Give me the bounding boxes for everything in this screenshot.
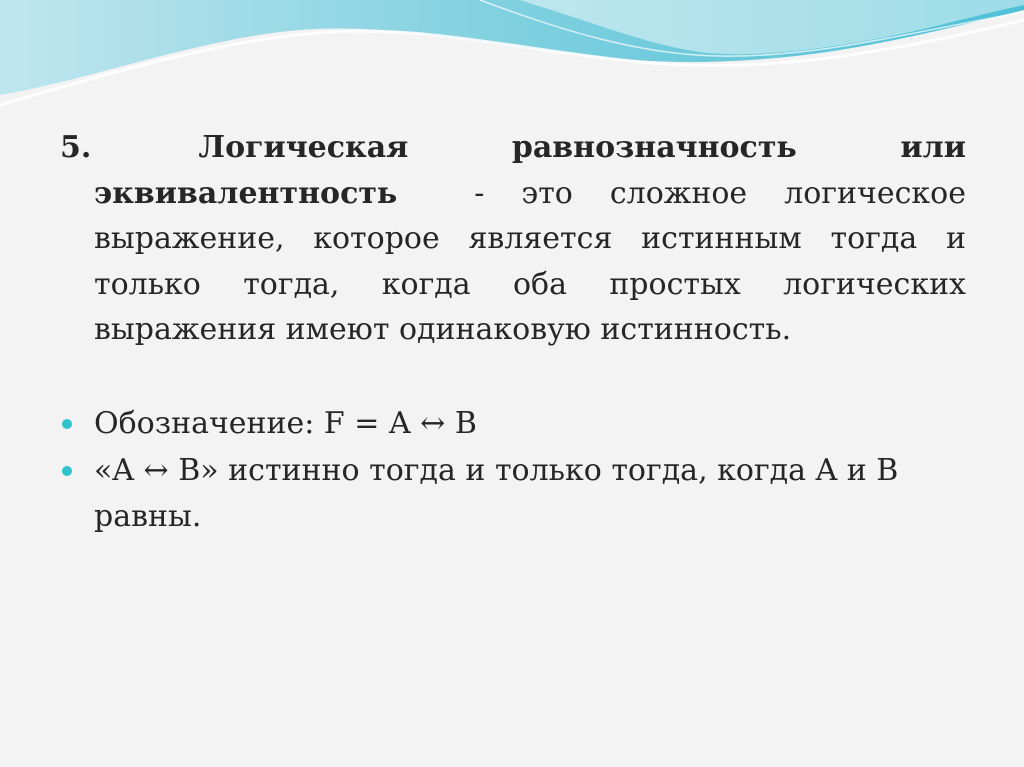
term-connector: или bbox=[900, 130, 966, 165]
bullet-text-line-2: равны. bbox=[94, 498, 202, 534]
line4-word: когда bbox=[381, 266, 471, 302]
term-part-2: равнозначность bbox=[511, 130, 797, 165]
line4-word: простых bbox=[609, 266, 741, 302]
line2-word: сложное bbox=[609, 175, 748, 211]
definition-paragraph bbox=[60, 125, 966, 353]
line2-word: логическое bbox=[784, 175, 966, 211]
term-part-1: Логическая bbox=[198, 130, 409, 165]
wave-header-decoration bbox=[0, 0, 1024, 120]
line2-word: - bbox=[474, 175, 485, 211]
line4-word: оба bbox=[512, 266, 567, 302]
line3-word: истинным bbox=[641, 221, 802, 256]
line4-word: только bbox=[94, 266, 201, 302]
bullet-dot-icon bbox=[62, 466, 72, 476]
line4-word: тогда, bbox=[243, 266, 340, 302]
line3-word: и bbox=[945, 221, 966, 256]
bullet-list bbox=[60, 401, 966, 540]
definition-line-4 bbox=[94, 262, 966, 308]
bullet-notation bbox=[60, 401, 966, 447]
definition-line-1 bbox=[60, 125, 966, 171]
line4-word: логических bbox=[783, 266, 966, 302]
line3-word: которое bbox=[313, 221, 440, 256]
definition-line-5: выражения имеют одинаковую истинность. bbox=[94, 312, 792, 347]
definition-line-2 bbox=[94, 171, 966, 217]
bullet-truth-condition bbox=[60, 448, 966, 539]
line3-word: выражение, bbox=[94, 221, 285, 256]
term-part-3: эквивалентность bbox=[94, 175, 398, 211]
definition-number: 5. bbox=[60, 130, 92, 165]
bullet-text: Обозначение: F = A ↔ B bbox=[94, 405, 477, 441]
line3-word: тогда bbox=[830, 221, 918, 256]
bullet-dot-icon bbox=[62, 419, 72, 429]
definition-line-3 bbox=[94, 216, 966, 262]
bullet-text-line-1: «A ↔ B» истинно тогда и только тогда, когда A и B bbox=[94, 453, 899, 488]
slide-content bbox=[60, 125, 966, 569]
line2-word: это bbox=[521, 175, 573, 211]
line3-word: является bbox=[468, 221, 613, 256]
